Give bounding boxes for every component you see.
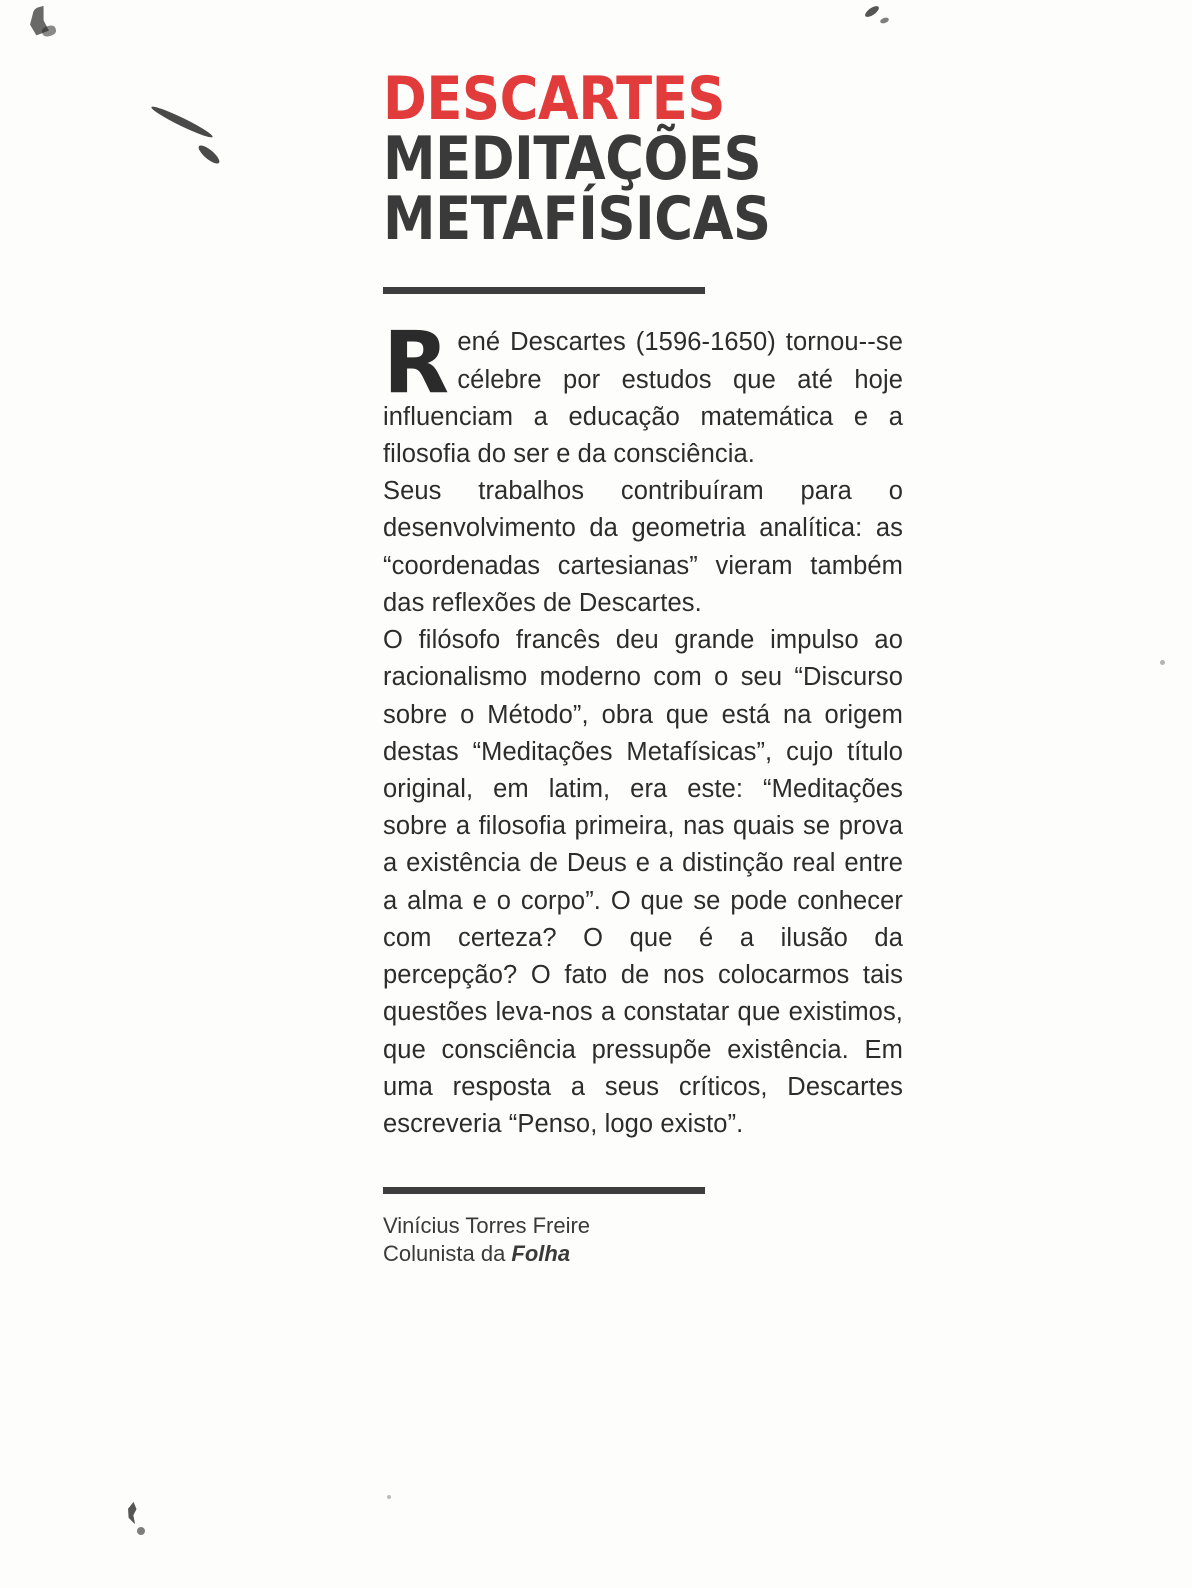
divider-bottom-wrap (383, 1187, 903, 1194)
byline (383, 1212, 903, 1268)
article-body (383, 313, 903, 1143)
title-block (383, 64, 903, 254)
scan-artifact-speck (387, 1495, 391, 1499)
scan-artifact-speck (196, 143, 222, 167)
byline-publication: Folha (511, 1241, 571, 1267)
page-title-author: DESCARTES (383, 64, 725, 134)
scan-artifact-speck (137, 1527, 145, 1535)
divider-bottom (383, 1187, 705, 1194)
byline-author-name: Vinícius Torres Freire (383, 1213, 591, 1239)
scan-artifact-speck (150, 104, 215, 141)
byline-author-role (383, 1240, 903, 1268)
byline-role-prefix: Colunista da (383, 1241, 512, 1267)
article-content (383, 0, 903, 1269)
scan-artifact-speck (1160, 660, 1165, 665)
divider-top (383, 287, 705, 294)
page-title-line-2: METAFÍSICAS (383, 183, 771, 254)
dropcap-letter: R (383, 313, 450, 414)
paragraph-3: O filósofo francês deu grande impulso ao racionalismo moderno com o seu “Discurso sobre o Método”, obra que está na origem destas “Meditações Metafísicas”, cujo título original, em latim, era este: “Meditações sobre a filosofia primeira, nas quais se prova a existência de Deus e a distinção real entre a alma e o corpo”. O que se pode conhecer com certeza? O que é a ilusão da percepção? O fato de nos colocarmos tais questões leva-nos a constatar que existimos, que consciência pressupõe existência. Em uma resposta a seus críticos, Descartes escreveria “Penso, logo existo”. (383, 626, 903, 1138)
scan-artifact-speck (41, 24, 57, 37)
paragraph-1 (383, 313, 903, 473)
scan-artifact-speck (124, 1501, 142, 1525)
paragraph-2: Seus trabalhos contribuíram para o desenvolvimento da geometria analítica: as “coordenadas cartesianas” vieram também das reflexões de Descartes. (383, 477, 903, 617)
page-title-line-1: MEDITAÇÕES (383, 123, 762, 194)
paragraph-1-text: ené Descartes (1596-1650) tornou--se célebre por estudos que até hoje influenciam a educação matemática e a filosofia do ser e da consciência. (383, 328, 903, 469)
